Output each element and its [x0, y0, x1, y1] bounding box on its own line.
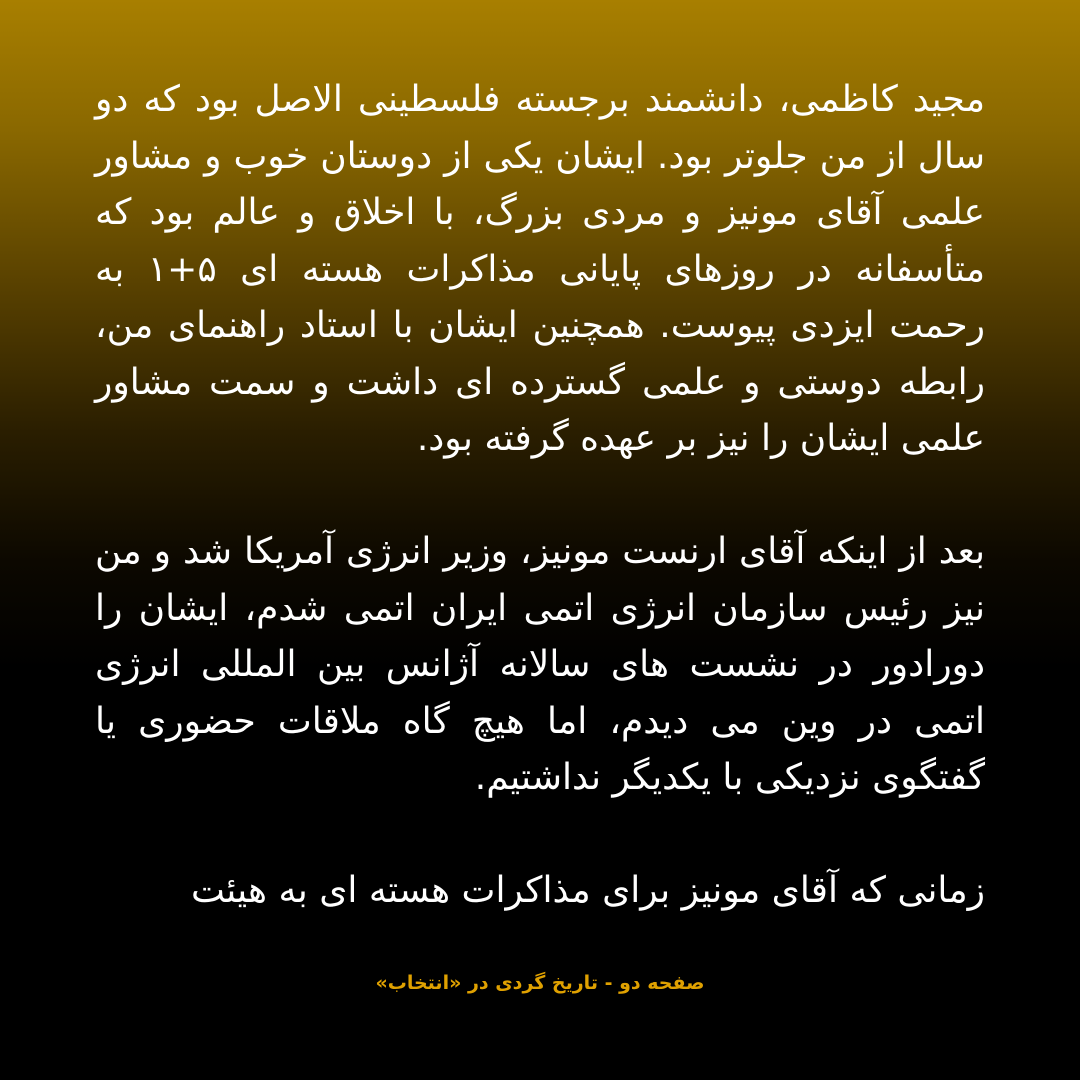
- page-caption: صفحه دو - تاریخ گردی در «انتخاب»: [375, 972, 705, 994]
- paragraph-2: بعد از اینکه آقای ارنست مونیز، وزیر انرژی آمریکا شد و من نیز رئیس سازمان انرژی اتمی ایران اتمی شدم، ایشان را دورادور در نشست های سالانه آژانس بین المللی انرژی اتمی در وین می دیدم، اما هیچ گاه ملاقات حضوری یا گفتگوی نزدیکی با یکدیگر نداشتیم.: [95, 531, 985, 798]
- article-body: [95, 72, 985, 920]
- paragraph-1: مجید کاظمی، دانشمند برجسته فلسطینی الاصل بود که دو سال از من جلوتر بود. ایشان یکی از دوستان خوب و مشاور علمی آقای مونیز و مردی بزرگ، با اخلاق و عالم بود که متأسفانه در روزهای پایانی مذاکرات هسته ای ۵+۱ به رحمت ایزدی پیوست. همچنین ایشان با استاد راهنمای من، رابطه دوستی و علمی گسترده ای داشت و سمت مشاور علمی ایشان را نیز بر عهده گرفته بود.: [95, 79, 985, 459]
- paragraph-3: زمانی که آقای مونیز برای مذاکرات هسته ای به هیئت: [190, 870, 985, 911]
